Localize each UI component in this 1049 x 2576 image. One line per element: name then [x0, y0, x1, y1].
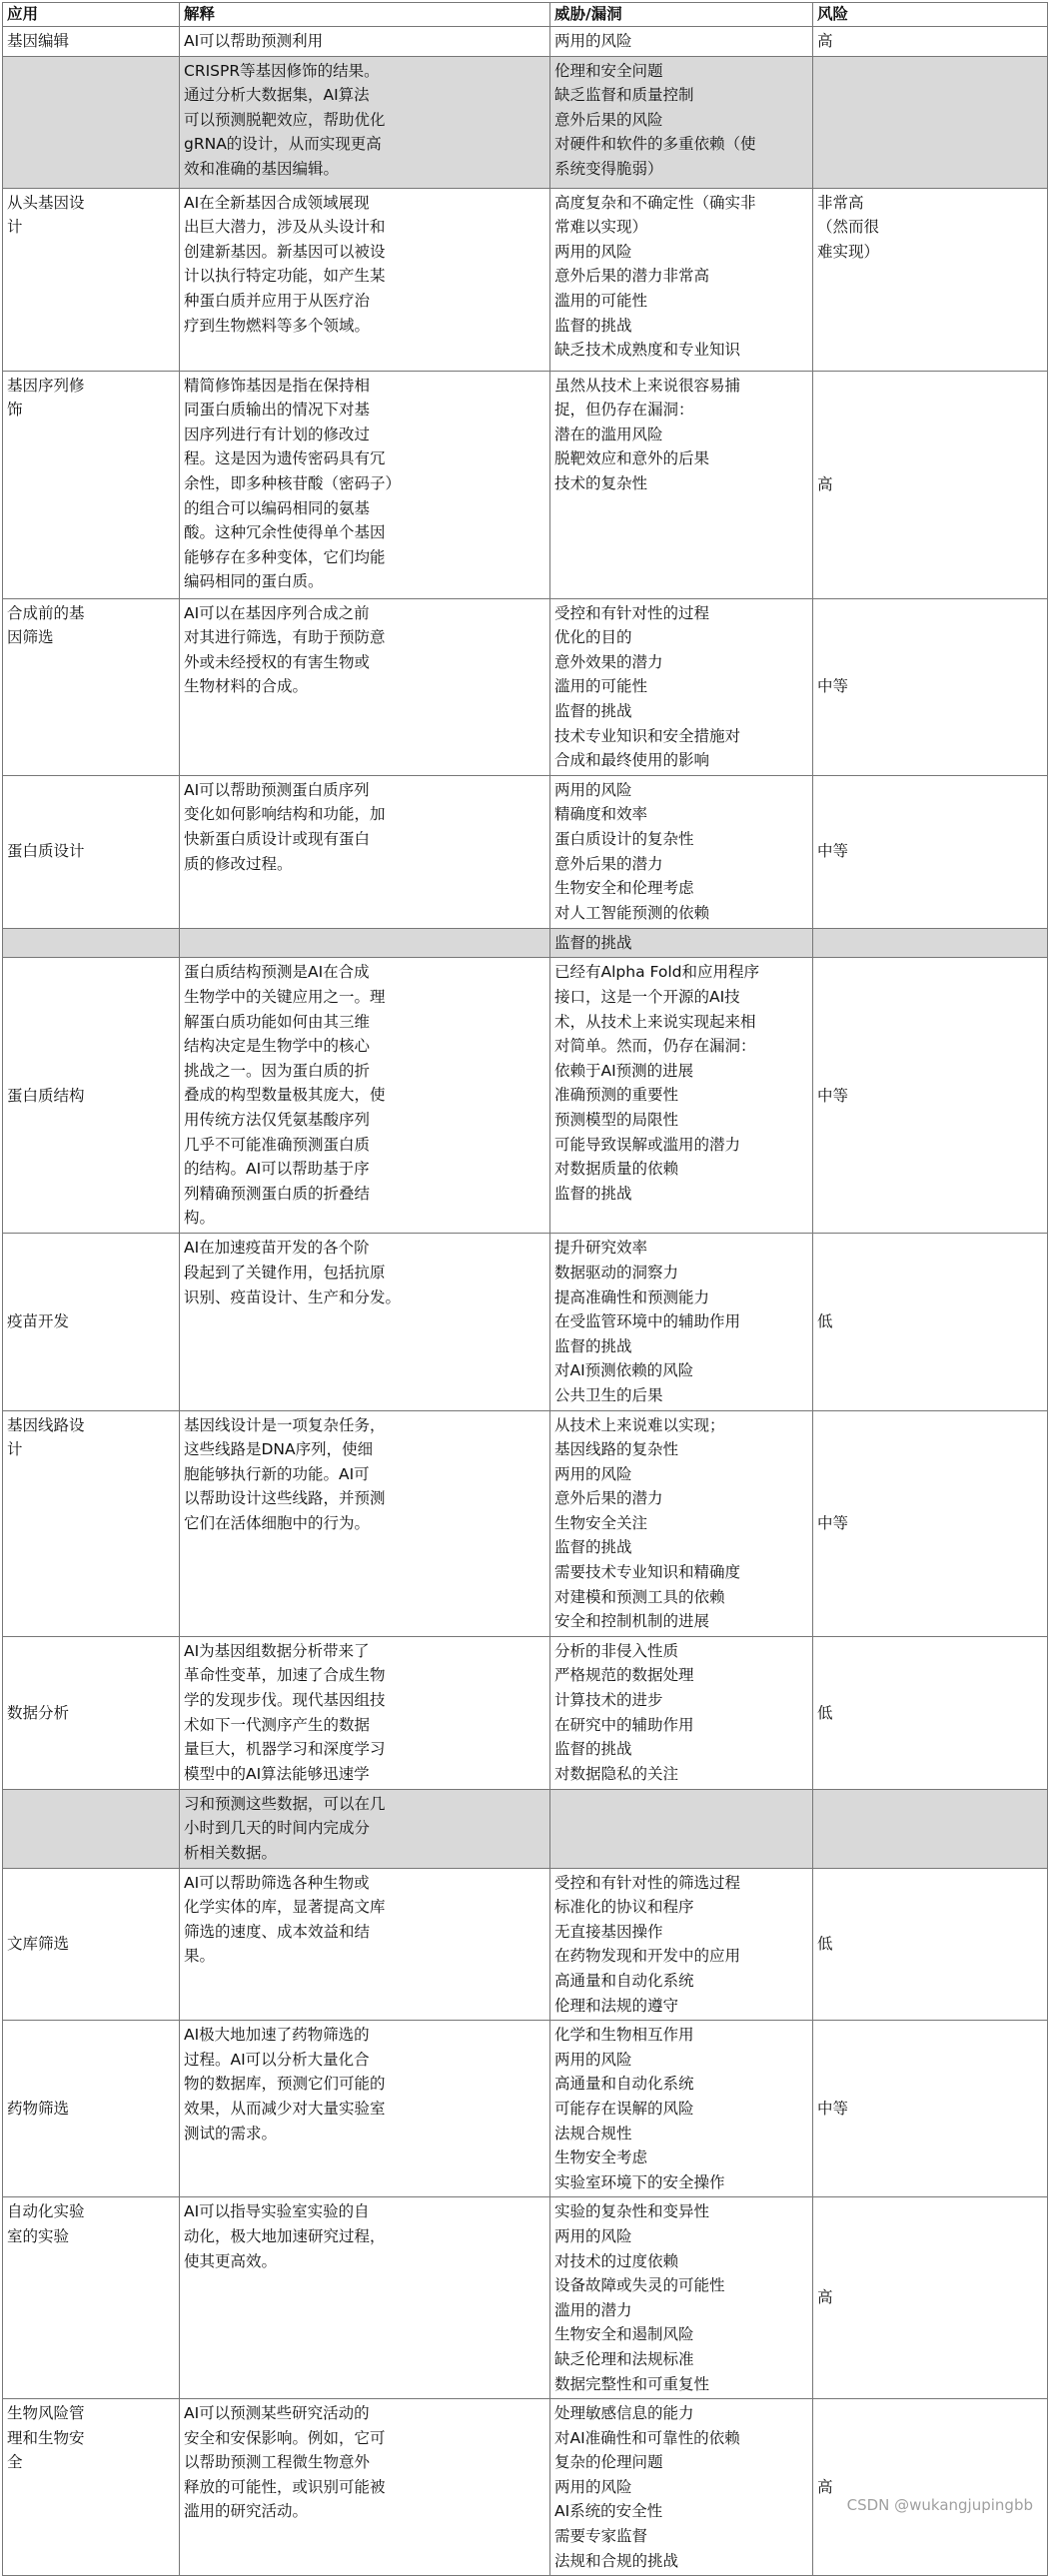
cell-threat: 分析的非侵入性质 严格规范的数据处理 计算技术的进步 在研究中的辅助作用 监督的挑战 对数据隐私的关注	[550, 1636, 813, 1789]
cell-app: 药物筛选	[3, 2021, 180, 2197]
cell-risk: 高	[813, 371, 1048, 598]
cell-risk: 高	[813, 2197, 1048, 2399]
cell-threat: 从技术上来说难以实现； 基因线路的复杂性 两用的风险 意外后果的潜力 生物安全关注 监督的挑战 需要技术专业知识和精确度 对建模和预测工具的依赖 安全和控制机制的进展	[550, 1410, 813, 1636]
table-row	[3, 775, 1048, 928]
cell-threat: 提升研究效率 数据驱动的洞察力 提高准确性和预测能力 在受监管环境中的辅助作用 监督的挑战 对AI预测依赖的风险 公共卫生的后果	[550, 1234, 813, 1410]
cell-app	[3, 1789, 180, 1868]
cell-explanation: 精简修饰基因是指在保持相 同蛋白质输出的情况下对基 因序列进行有计划的修改过 程。这是因为遗传密码具有冗 余性，即多种核苷酸（密码子） 的组合可以编码相同的氨基 酸。这种冗余性使得单个基因 能够存在多种变体，它们均能 编码相同的蛋白质。	[180, 371, 550, 598]
cell-explanation: AI可以帮助筛选各种生物或 化学实体的库，显著提高文库 筛选的速度、成本效益和结 果。	[180, 1868, 550, 2021]
cell-risk: 低	[813, 1868, 1048, 2021]
cell-explanation: CRISPR等基因修饰的结果。 通过分析大数据集，AI算法 可以预测脱靶效应，帮助优化 gRNA的设计，从而实现更高 效和准确的基因编辑。	[180, 56, 550, 188]
cell-threat: 处理敏感信息的能力 对AI准确性和可靠性的依赖 复杂的伦理问题 两用的风险 AI系统的安全性 需要专家监督 法规和合规的挑战	[550, 2399, 813, 2576]
cell-threat: 伦理和安全问题 缺乏监督和质量控制 意外后果的风险 对硬件和软件的多重依赖（使 系统变得脆弱）	[550, 56, 813, 188]
header-threat: 威胁/漏洞	[550, 3, 813, 27]
table-row	[3, 1410, 1048, 1636]
cell-app: 基因序列修 饰	[3, 371, 180, 598]
cell-risk: 高	[813, 2399, 1048, 2576]
cell-explanation: AI为基因组数据分析带来了 革命性变革，加速了合成生物 学的发现步伐。现代基因组技 术如下一代测序产生的数据 量巨大，机器学习和深度学习 模型中的AI算法能够迅速学	[180, 1636, 550, 1789]
table-row	[3, 958, 1048, 1234]
table-row	[3, 598, 1048, 775]
cell-explanation: AI可以预测某些研究活动的 安全和安保影响。例如，它可 以帮助预测工程微生物意外 释放的可能性，或识别可能被 滥用的研究活动。	[180, 2399, 550, 2576]
table-row	[3, 188, 1048, 371]
cell-risk: 中等	[813, 958, 1048, 1234]
cell-risk	[813, 56, 1048, 188]
table-row	[3, 2021, 1048, 2197]
table-row	[3, 928, 1048, 958]
table-row	[3, 2399, 1048, 2576]
header-risk: 风险	[813, 3, 1048, 27]
cell-threat: 实验的复杂性和变异性 两用的风险 对技术的过度依赖 设备故障或失灵的可能性 滥用的潜力 生物安全和遏制风险 缺乏伦理和法规标准 数据完整性和可重复性	[550, 2197, 813, 2399]
cell-explanation: AI可以指导实验室实验的自 动化，极大地加速研究过程， 使其更高效。	[180, 2197, 550, 2399]
header-row	[3, 3, 1048, 27]
cell-threat: 已经有Alpha Fold和应用程序 接口，这是一个开源的AI技 术，从技术上来说实现起来相 对简单。然而，仍存在漏洞： 依赖于AI预测的进展 准确预测的重要性 预测模型的局限性 可能导致误解或滥用的潜力 对数据质量的依赖 监督的挑战	[550, 958, 813, 1234]
cell-app: 生物风险管 理和生物安 全	[3, 2399, 180, 2576]
cell-risk	[813, 928, 1048, 958]
cell-explanation: 蛋白质结构预测是AI在合成 生物学中的关键应用之一。理 解蛋白质功能如何由其三维 结构决定是生物学中的核心 挑战之一。因为蛋白质的折 叠成的构型数量极其庞大，使 用传统方法仅凭氨基酸序列 几乎不可能准确预测蛋白质 的结构。AI可以帮助基于序 列精确预测蛋白质的折叠结 构。	[180, 958, 550, 1234]
table-row	[3, 56, 1048, 188]
header-app: 应用	[3, 3, 180, 27]
cell-risk: 中等	[813, 2021, 1048, 2197]
table-row	[3, 1868, 1048, 2021]
risk-table	[2, 2, 1048, 2576]
cell-threat: 两用的风险	[550, 27, 813, 57]
cell-risk: 高	[813, 27, 1048, 57]
header-explanation: 解释	[180, 3, 550, 27]
cell-explanation: AI可以在基因序列合成之前 对其进行筛选，有助于预防意 外或未经授权的有害生物或 生物材料的合成。	[180, 598, 550, 775]
cell-threat: 两用的风险 精确度和效率 蛋白质设计的复杂性 意外后果的潜力 生物安全和伦理考虑 对人工智能预测的依赖	[550, 775, 813, 928]
cell-risk: 中等	[813, 775, 1048, 928]
cell-explanation: AI可以帮助预测蛋白质序列 变化如何影响结构和功能，加 快新蛋白质设计或现有蛋白 质的修改过程。	[180, 775, 550, 928]
cell-explanation: 习和预测这些数据，可以在几 小时到几天的时间内完成分 析相关数据。	[180, 1789, 550, 1868]
cell-threat: 受控和有针对性的过程 优化的目的 意外效果的潜力 滥用的可能性 监督的挑战 技术专业知识和安全措施对 合成和最终使用的影响	[550, 598, 813, 775]
cell-threat: 受控和有针对性的筛选过程 标准化的协议和程序 无直接基因操作 在药物发现和开发中的应用 高通量和自动化系统 伦理和法规的遵守	[550, 1868, 813, 2021]
cell-app: 合成前的基 因筛选	[3, 598, 180, 775]
cell-risk: 中等	[813, 1410, 1048, 1636]
cell-app: 疫苗开发	[3, 1234, 180, 1410]
table-row	[3, 2197, 1048, 2399]
cell-threat	[550, 1789, 813, 1868]
table-row	[3, 371, 1048, 598]
cell-risk: 低	[813, 1636, 1048, 1789]
cell-explanation: AI极大地加速了药物筛选的 过程。AI可以分析大量化合 物的数据库，预测它们可能的 效果，从而减少对大量实验室 测试的需求。	[180, 2021, 550, 2197]
table-row	[3, 1789, 1048, 1868]
cell-threat: 高度复杂和不确定性（确实非 常难以实现） 两用的风险 意外后果的潜力非常高 滥用的可能性 监督的挑战 缺乏技术成熟度和专业知识	[550, 188, 813, 371]
cell-app: 基因线路设 计	[3, 1410, 180, 1636]
table-row	[3, 27, 1048, 57]
table-row	[3, 1234, 1048, 1410]
cell-app	[3, 928, 180, 958]
cell-explanation: AI可以帮助预测利用	[180, 27, 550, 57]
cell-threat: 监督的挑战	[550, 928, 813, 958]
cell-explanation: AI在全新基因合成领域展现 出巨大潜力，涉及从头设计和 创建新基因。新基因可以被设 计以执行特定功能，如产生某 种蛋白质并应用于从医疗治 疗到生物燃料等多个领域。	[180, 188, 550, 371]
watermark: CSDN @wukangjupingbb	[846, 2496, 1033, 2514]
cell-app: 文库筛选	[3, 1868, 180, 2021]
cell-risk: 中等	[813, 598, 1048, 775]
cell-explanation: 基因线设计是一项复杂任务， 这些线路是DNA序列，使细 胞能够执行新的功能。AI可 以帮助设计这些线路，并预测 它们在活体细胞中的行为。	[180, 1410, 550, 1636]
cell-app: 基因编辑	[3, 27, 180, 57]
cell-explanation: AI在加速疫苗开发的各个阶 段起到了关键作用，包括抗原 识别、疫苗设计、生产和分发。	[180, 1234, 550, 1410]
cell-risk: 低	[813, 1234, 1048, 1410]
cell-app: 数据分析	[3, 1636, 180, 1789]
cell-threat: 化学和生物相互作用 两用的风险 高通量和自动化系统 可能存在误解的风险 法规合规性 生物安全考虑 实验室环境下的安全操作	[550, 2021, 813, 2197]
cell-app: 自动化实验 室的实验	[3, 2197, 180, 2399]
cell-app	[3, 56, 180, 188]
cell-app: 蛋白质结构	[3, 958, 180, 1234]
cell-app: 从头基因设 计	[3, 188, 180, 371]
cell-threat: 虽然从技术上来说很容易捕 捉，但仍存在漏洞： 潜在的滥用风险 脱靶效应和意外的后果 技术的复杂性	[550, 371, 813, 598]
cell-risk: 非常高 （然而很 难实现）	[813, 188, 1048, 371]
cell-app: 蛋白质设计	[3, 775, 180, 928]
cell-risk	[813, 1789, 1048, 1868]
cell-explanation	[180, 928, 550, 958]
table-row	[3, 1636, 1048, 1789]
